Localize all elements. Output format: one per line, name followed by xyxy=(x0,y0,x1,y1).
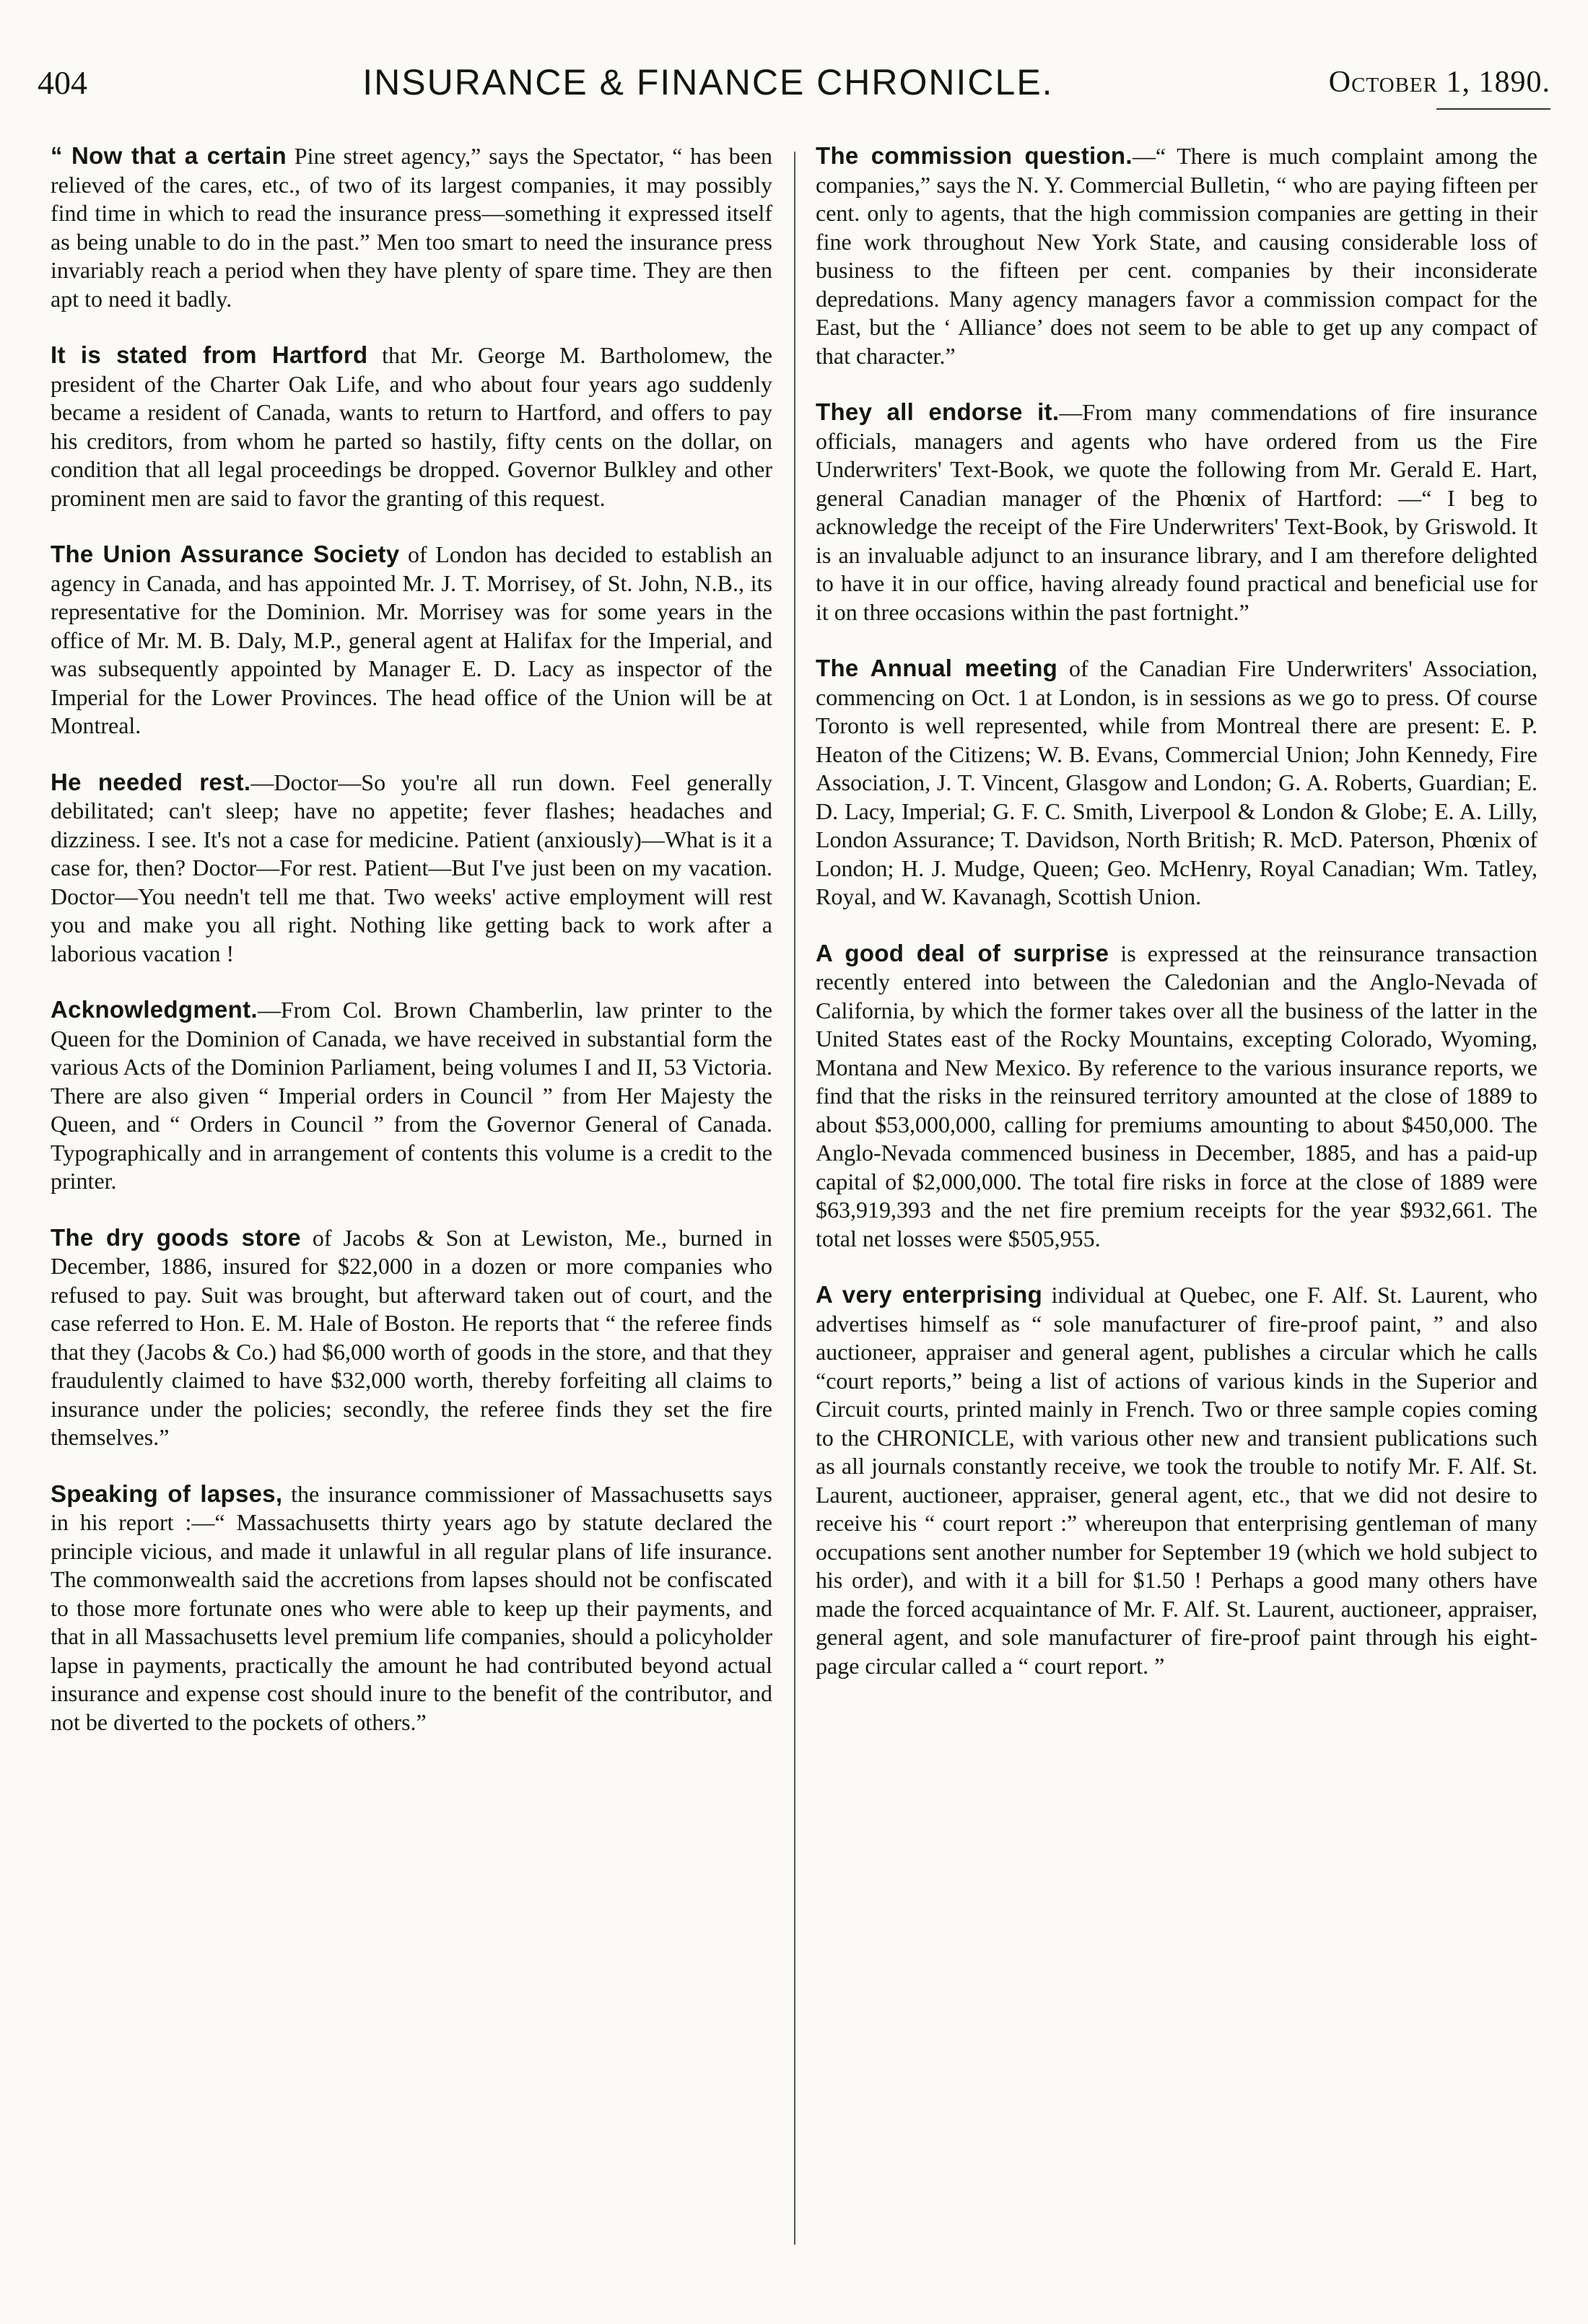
article-body: of London has decided to establish an agency in Canada, and has appointed Mr. J. T. Morrisey, of St. John, N.B., its representative for the Dominion. Mr. Morrisey was for some years in the office of Mr. M. B. Daly, M.P., general agent at Halifax for the Imperial, and was subsequently appointed by Manager E. D. Lacy as inspector of the Imperial for the Lower Provinces. The head office of the Union will be at Montreal. xyxy=(51,541,772,738)
article-lead: A very enterprising xyxy=(816,1281,1043,1308)
column-divider xyxy=(794,152,795,2245)
article xyxy=(51,341,772,512)
article-lead: They all endorse it. xyxy=(816,398,1060,425)
article xyxy=(51,1480,772,1737)
article xyxy=(816,1280,1537,1680)
right-column xyxy=(816,141,1537,2281)
article xyxy=(51,141,772,313)
journal-title: INSURANCE & FINANCE CHRONICLE. xyxy=(362,62,1054,102)
article-body: is expressed at the reinsurance transaction recently entered into between the Caledonian and the Anglo-Nevada of California, by which the former takes over all the business of the latter in the United States east of the Rocky Mountains, excepting Colorado, Wyoming, Montana and New Mexico. By reference to the various insurance reports, we find that the risks in the reinsured territory amounted at the close of 1889 to about $53,000,000, calling for premiums amounting to about $450,000. The Anglo-Nevada commenced business in December, 1885, and has a paid-up capital of $2,000,000. The total fire risks in force at the close of 1889 were $63,919,393 and the net fire premium receipts for the year $932,661. The total net losses were $505,955. xyxy=(816,940,1538,1251)
article xyxy=(51,540,772,741)
left-column xyxy=(51,141,772,2281)
article-body: of the Canadian Fire Underwriters' Association, commencing on Oct. 1 at London, is in sessions as we go to press. Of course Toronto is well represented, while from Montreal there are present: E. P. Heaton of the Citizens; W. B. Evans, Commercial Union; John Kennedy, Fire Association, J. T. Vincent, Glasgow and London; G. A. Roberts, Guardian; E. D. Lacy, Imperial; G. F. C. Smith, Liverpool & London & Globe; E. A. Lilly, London Assurance; T. Davidson, North British; R. McD. Paterson, Phœnix of London; H. J. Mudge, Queen; Geo. McHenry, Royal Canadian; Wm. Tatley, Royal, and W. Kavanagh, Scottish Union. xyxy=(816,655,1538,909)
article-lead: The Union Assurance Society xyxy=(51,541,400,567)
article-lead: He needed rest. xyxy=(51,768,251,795)
article xyxy=(816,654,1537,912)
article xyxy=(51,1223,772,1452)
article-body: —From many commendations of fire insurance officials, managers and agents who have ordered from us the Fire Underwriters' Text-Book, we quote the following from Mr. Gerald E. Hart, general Canadian manager of the Phœnix of Hartford: —“ I beg to acknowledge the receipt of the Fire Underwriters' Text-Book, by Griswold. It is an invaluable adjunct to an insurance library, and I am therefore delighted to have it in our office, having already found practical and beneficial use for it on three occasions within the past fortnight.” xyxy=(816,399,1537,625)
article xyxy=(51,995,772,1196)
article-lead: It is stated from Hartford xyxy=(51,341,368,368)
article-lead: The Annual meeting xyxy=(816,655,1058,681)
header-rule xyxy=(1436,108,1550,110)
article-body: the insurance commissioner of Massachusetts says in his report :—“ Massachusetts thirty years ago by statute declared the principle vicious, and made it unlawful in all regular plans of life insurance. The commonwealth said the accretions from lapses should not be confiscated to those more fortunate ones who were able to keep up their payments, and that in all Massachusetts level premium life companies, should a policyholder lapse in payments, practically the amount he had contributed beyond actual insurance and expense cost should inure to the benefit of the contributor, and not be diverted to the pockets of others.” xyxy=(51,1480,772,1735)
article-lead: A good deal of surprise xyxy=(816,939,1109,966)
article-body: —From Col. Brown Chamberlin, law printer to the Queen for the Dominion of Canada, we have received in substantial form the various Acts of the Dominion Parliament, being volumes I and II, 53 Victoria. There are also given “ Imperial orders in Council ” from Her Majesty the Queen, and “ Orders in Council ” from the Governor General of Canada. Typographically and in arrangement of contents this volume is a credit to the printer. xyxy=(51,997,772,1194)
article-body: that Mr. George M. Bartholomew, the president of the Charter Oak Life, and who about four years ago suddenly became a resident of Canada, wants to return to Hartford, and offers to pay his creditors, from whom he parted so hastily, fifty cents on the dollar, on condition that all legal proceedings be dropped. Governor Bulkley and other prominent men are said to favor the granting of this request. xyxy=(51,342,773,511)
article-lead: The commission question. xyxy=(816,142,1133,169)
page-number: 404 xyxy=(38,64,87,101)
article-body: of Jacobs & Son at Lewiston, Me., burned in December, 1886, insured for $22,000 in a dozen or more companies who refused to pay. Suit was brought, but afterward taken out of court, and the case referred to Hon. E. M. Hale of Boston. He reports that “ the referee finds that they (Jacobs & Co.) had $6,000 worth of goods in the store, and that they fraudulently claimed to have $32,000 worth, thereby forfeiting all claims to insurance under the policies; secondly, the referee finds they set the fire themselves.” xyxy=(51,1224,773,1450)
article-lead: Acknowledgment. xyxy=(51,996,258,1023)
article-lead: Speaking of lapses, xyxy=(51,1480,283,1507)
issue-date: October 1, 1890. xyxy=(1328,66,1550,99)
article-body: —“ There is much complaint among the companies,” says the N. Y. Commercial Bulletin, “ who are paying fifteen per cent. only to agents, that the high commission companies are getting in their fine work throughout New York State, and causing considerable loss of business to the fifteen per cent. companies by their inconsiderate depredations. Many agency managers favor a commission compact for the East, but the ‘ Alliance’ does not seem to be able to get up any compact of that character.” xyxy=(816,143,1537,369)
article xyxy=(816,939,1537,1254)
page-header xyxy=(38,55,1550,110)
article-body: Pine street agency,” says the Spectator, “ has been relieved of the cares, etc., of two of its largest companies, it may possibly find time in which to read the insurance press—something it expressed itself as being unable to do in the past.” Men too smart to need the insurance press invariably reach a period when they have plenty of spare time. They are then apt to need it badly. xyxy=(51,143,772,312)
article-lead: “ Now that a certain xyxy=(51,142,287,169)
article-body: —Doctor—So you're all run down. Feel generally debilitated; can't sleep; have no appetite; fever flashes; headaches and dizziness. I see. It's not a case for medicine. Patient (anxiously)—What is it a case for, then? Doctor—For rest. Patient—But I've just been on my vacation. Doctor—You needn't tell me that. Two weeks' active employment will rest you and make you all right. Nothing like getting back to work after a laborious vacation ! xyxy=(51,769,772,966)
article xyxy=(816,398,1537,626)
article xyxy=(51,768,772,969)
article xyxy=(816,141,1537,370)
article-lead: The dry goods store xyxy=(51,1223,301,1251)
article-body: individual at Quebec, one F. Alf. St. Laurent, who advertises himself as “ sole manufacturer of fire-proof paint, ” and also auctioneer, appraiser and general agent, publishes a circular which he calls “court reports,” being a list of actions of various kinds in the Superior and Circuit courts, printed mainly in French. Two or three sample copies coming to the CHRONICLE, with various other new and transient publications such as all journals constantly receive, we took the trouble to notify Mr. F. Alf. St. Laurent, auctioneer, appraiser, general agent, etc., that we did not desire to receive his “ court report :” whereupon that enterprising gentleman of many occupations sent another number for September 19 (which we hold subject to his order), and with it a bill for $1.50 ! Perhaps a good many others have made the forced acquaintance of Mr. F. Alf. St. Laurent, auctioneer, appraiser, general agent, and sole manufacturer of fire-proof paint through his eight-page circular called a “ court report. ” xyxy=(816,1282,1538,1679)
